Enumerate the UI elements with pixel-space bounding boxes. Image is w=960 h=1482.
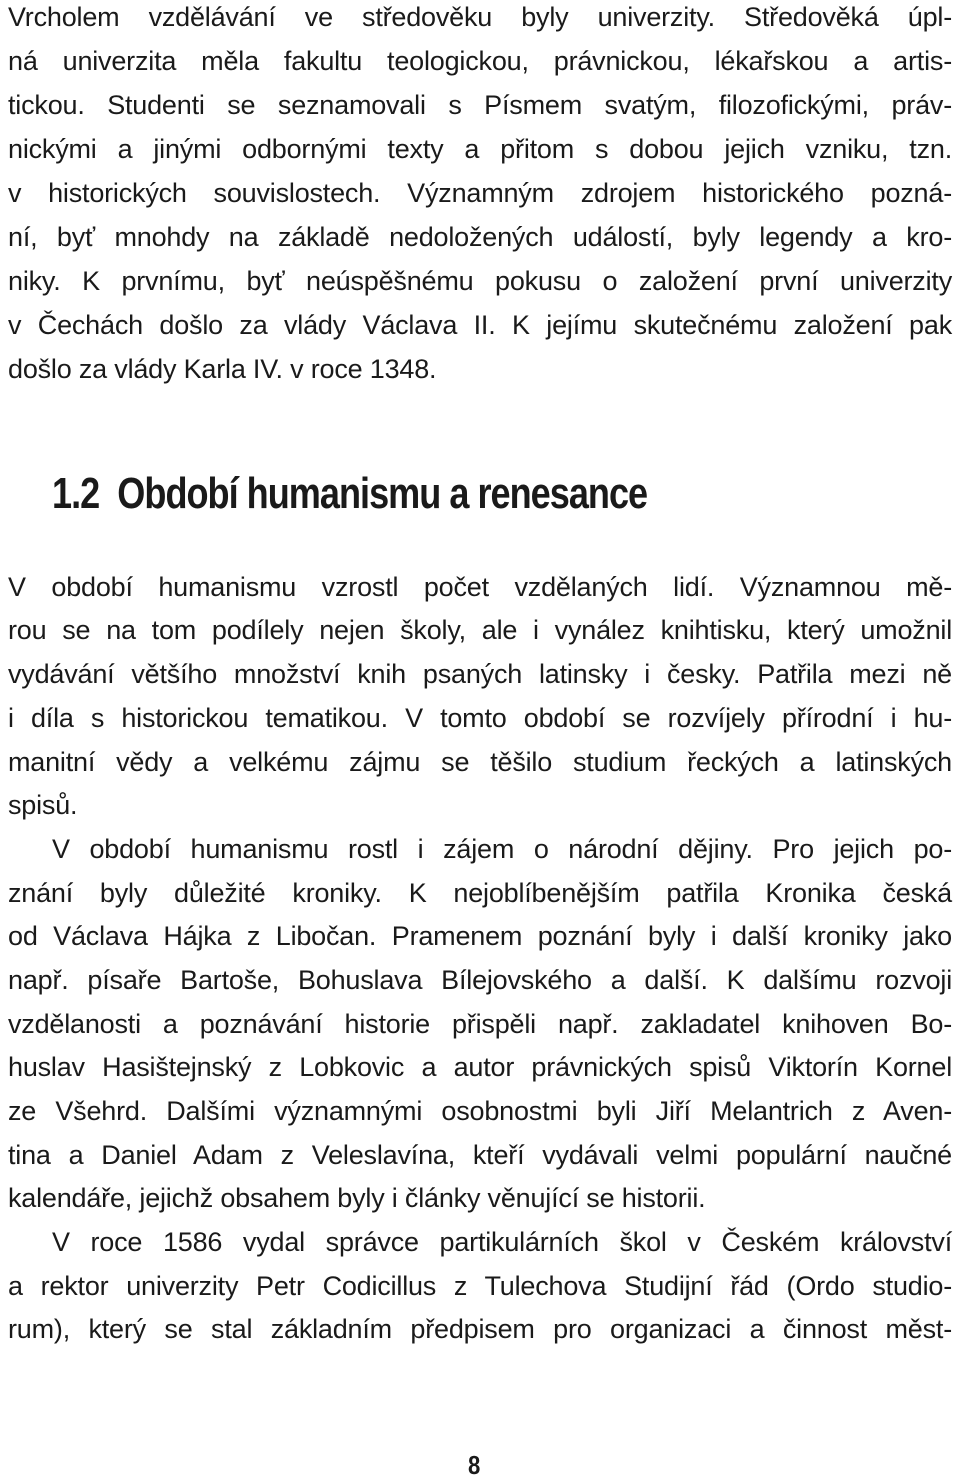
text-line: Vrcholem vzdělávání ve středověku byly univerzity. Středověká úpl- — [8, 2, 952, 32]
text-line: v Čechách došlo za vlády Václava II. K jejímu skutečnému založení pak — [8, 310, 952, 340]
text-line: v historických souvislostech. Významným zdrojem historického pozná- — [8, 178, 952, 208]
text-line: i díla s historickou tematikou. V tomto období se rozvíjely přírodní i hu- — [8, 703, 952, 733]
text-line: tickou. Studenti se seznamovali s Písmem svatým, filozofickými, práv- — [8, 90, 952, 120]
text-line: niky. K prvnímu, byť neúspěšnému pokusu o založení první univerzity — [8, 266, 952, 296]
text-line: např. písaře Bartoše, Bohuslava Bílejovského a další. K dalšímu rozvoji — [8, 965, 952, 995]
section-number: 1.2 — [52, 469, 100, 518]
text-line: V období humanismu vzrostl počet vzdělaných lidí. Významnou mě- — [8, 572, 952, 602]
text-line: rum), který se stal základním předpisem pro organizaci a činnost měst- — [8, 1314, 952, 1344]
text-line: vzdělanosti a poznávání historie přispěli např. zakladatel knihoven Bo- — [8, 1009, 952, 1039]
text-line: a rektor univerzity Petr Codicillus z Tulechova Studijní řád (Ordo studio- — [8, 1271, 952, 1301]
text-line: od Václava Hájka z Libočan. Pramenem poznání byly i další kroniky jako — [8, 921, 952, 951]
text-line: znání byly důležité kroniky. K nejoblíbenějším patřila Kronika česká — [8, 878, 952, 908]
text-line: huslav Hasištejnský z Lobkovic a autor právnických spisů Viktorín Kornel — [8, 1052, 952, 1082]
text-line: vydávání většího množství knih psaných latinsky i česky. Patřila mezi ně — [8, 659, 952, 689]
section-title: Období humanismu a renesance — [117, 469, 648, 518]
text-line: kalendáře, jejichž obsahem byly i články věnující se historii. — [8, 1183, 706, 1213]
text-line: tina a Daniel Adam z Veleslavína, kteří vydávali velmi populární naučné — [8, 1140, 952, 1170]
text-line: ní, byť mnohdy na základě nedoložených událostí, byly legendy a kro- — [8, 222, 952, 252]
text-line: V období humanismu rostl i zájem o národní dějiny. Pro jejich po- — [52, 834, 952, 864]
text-line: došlo za vlády Karla IV. v roce 1348. — [8, 354, 437, 384]
text-line: manitní vědy a velkému zájmu se těšilo studium řeckých a latinských — [8, 747, 952, 777]
text-line: ná univerzita měla fakultu teologickou, právnickou, lékařskou a artis- — [8, 46, 952, 76]
text-line: V roce 1586 vydal správce partikulárních škol v Českém království — [52, 1227, 952, 1257]
text-line: spisů. — [8, 790, 78, 820]
text-line: nickými a jinými odbornými texty a přitom s dobou jejich vzniku, tzn. — [8, 134, 952, 164]
text-line: ze Všehrd. Dalšími významnými osobnostmi byli Jiří Melantrich z Aven- — [8, 1096, 952, 1126]
section-heading — [52, 469, 648, 518]
text-line: rou se na tom podílely nejen školy, ale i vynález knihtisku, který umožnil — [8, 615, 952, 645]
page-number: 8 — [468, 1450, 481, 1480]
